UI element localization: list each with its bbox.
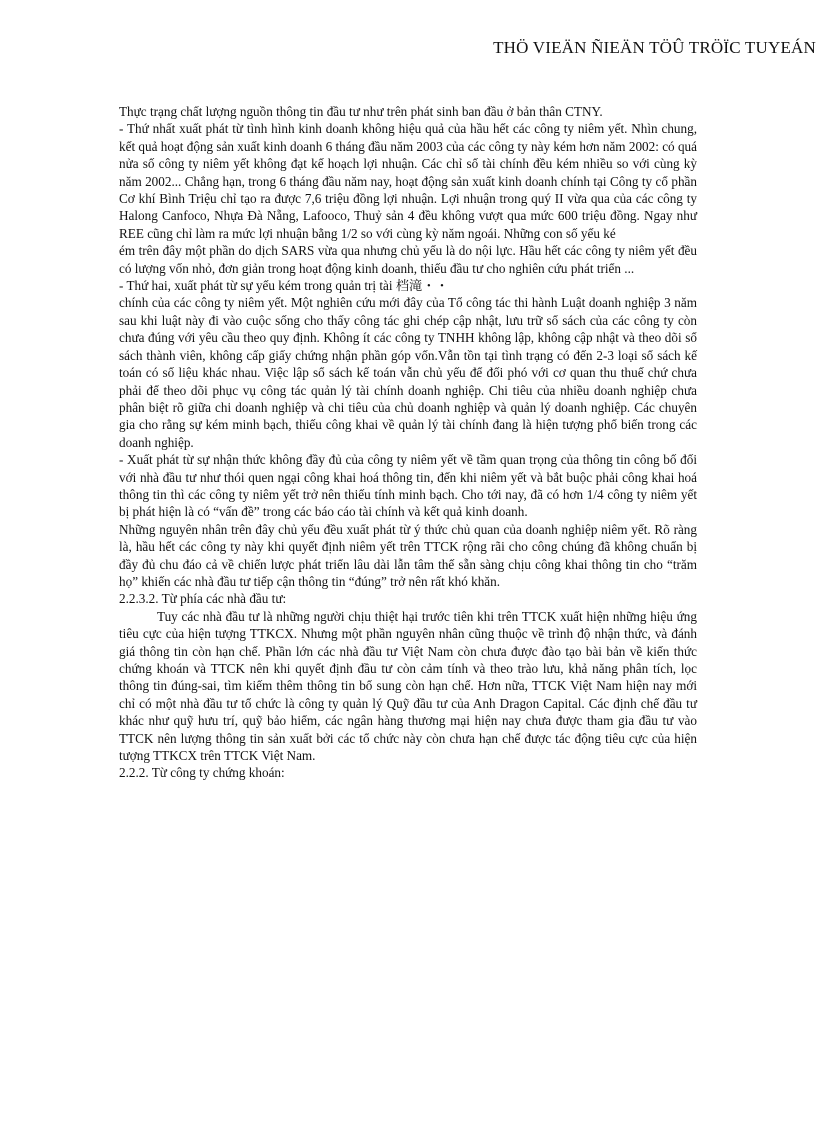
paragraph-reason-first-continued: ém trên đây một phần do dịch SARS vừa qua nhưng chủ yếu là do nội lực. Hầu hết các công ty niêm yết đều có lượng vốn nhỏ, đơn giản trong hoạt động kinh doanh, thiếu đầu tư cho nghiên cứu phát triển ... bbox=[119, 243, 697, 276]
paragraph-reason-first: - Thứ nhất xuất phát từ tình hình kinh doanh không hiệu quả của hầu hết các công ty niêm yết. Nhìn chung, kết quả hoạt động sản xuất kinh doanh 6 tháng đầu năm 2003 của các công ty này kém hơn năm 2002: có quá nửa số công ty niêm yết không đạt kế hoạch lợi nhuận. Các chỉ số tài chính đều kém nhiều so với cùng kỳ năm 2002... Chẳng hạn, trong 6 tháng đầu năm nay, hoạt động sản xuất kinh doanh chính tại Công ty cổ phần Cơ khí Bình Triệu chỉ tạo ra được 7,6 triệu đồng lợi nhuận. Lợi nhuận trong quý II vừa qua của các công ty Halong Canfoco, Nhựa Đà Nẵng, Lafooco, Thuỷ sản 4 đều không vượt qua mức 600 triệu đồng. Ngay như REE cũng chỉ làm ra mức lợi nhuận bằng 1/2 so với cùng kỳ năm ngoái. Những con số yếu ké bbox=[119, 121, 697, 241]
paragraph-summary: Những nguyên nhân trên đây chủ yếu đều xuất phát từ ý thức chủ quan của doanh nghiệp niêm yết. Rõ ràng là, hầu hết các công ty này khi quyết định niêm yết trên TTCK rộng rãi cho công chúng đã không chuẩn bị đầy đủ chu đáo cả về chiến lược phát triển lâu dài lẫn tâm thế sẵn sàng chịu công khai thông tin cho “trăm họ” khiến các nhà đầu tư tiếp cận thông tin “đúng” trở nên rất khó khăn. bbox=[119, 521, 697, 589]
section-heading-securities-companies: 2.2.2. Từ công ty chứng khoán: bbox=[119, 765, 285, 781]
paragraph-reason-second-continued: chính của các công ty niêm yết. Một nghiên cứu mới đây của Tổ công tác thi hành Luật doanh nghiệp 3 năm sau khi luật này đi vào cuộc sống cho thấy công tác ghi chép cập nhật, lưu trữ sổ sách của các công ty còn chưa đúng với yêu cầu theo quy định. Không ít các công ty TNHH không lập, không cập nhật và theo dõi sổ sách thành viên, không cấp giấy chứng nhận phần góp vốn.Vẫn tồn tại tình trạng có đến 2-3 loại sổ sách kế toán có số liệu khác nhau. Việc lập sổ sách kế toán vẫn chủ yếu để đối phó với cơ quan thu thuế chứ chưa phải để theo dõi phục vụ công tác quản lý tài chính doanh nghiệp. Chi tiêu của nhiều doanh nghiệp chưa phân biệt rõ giữa chi doanh nghiệp và chi tiêu của chủ doanh nghiệp và quản lý doanh nghiệp. Các chuyên gia cho rằng sự kém minh bạch, thiếu công khai về quản lý tài chính đang là hiện tượng phổ biến trong các doanh nghiệp. bbox=[119, 295, 697, 450]
page-header: THÖ VIEÄN ÑIEÄN TÖÛ TRÖÏC TUYEÁN bbox=[493, 38, 816, 57]
paragraph-intro: Thực trạng chất lượng nguồn thông tin đầu tư như trên phát sinh ban đầu ở bản thân CTNY. bbox=[119, 104, 603, 119]
paragraph-reason-second: - Thứ hai, xuất phát từ sự yếu kém trong quản trị tài 档滝・・ bbox=[119, 278, 449, 294]
paragraph-reason-third: - Xuất phát từ sự nhận thức không đầy đủ của công ty niêm yết về tầm quan trọng của thông tin công bố đối với nhà đầu tư như thói quen ngại công khai hoá thông tin, đến khi niêm yết và bắt buộc phải công khai hoá thông tin thì các công ty niêm yết trở nên thiếu tính minh bạch. Cho tới nay, đã có hơn 1/4 công ty niêm yết bị phát hiện là có “vấn đề” trong các báo cáo tài chính và kết quả kinh doanh. bbox=[119, 452, 697, 520]
document-body bbox=[119, 103, 697, 782]
section-heading-investors: 2.2.3.2. Từ phía các nhà đầu tư: bbox=[119, 591, 287, 607]
paragraph-investors: Tuy các nhà đầu tư là những người chịu thiệt hại trước tiên khi trên TTCK xuất hiện những hiệu ứng tiêu cực của hiện tượng TTKCX. Nhưng một phần nguyên nhân cũng thuộc về trình độ nhận thức, và đánh giá thông tin còn hạn chế. Phần lớn các nhà đầu tư Việt Nam còn chưa được đào tạo bài bản về kiến thức chứng khoán và TTCK nên khi quyết định đầu tư còn cảm tính và theo trào lưu, khả năng phân tích, lọc thông tin đúng-sai, tìm kiếm thêm thông tin bổ sung còn hạn chế. Hơn nữa, TTCK Việt Nam hiện nay mới chỉ có một nhà đầu tư tổ chức là công ty quản lý Quỹ đầu tư của Anh Dragon Capital. Các định chế đầu tư khác như quỹ hưu trí, quỹ bảo hiểm, các ngân hàng thương mại hiện nay chưa được tham gia đầu tư vào TTCK nên lượng thông tin sản xuất bởi các tổ chức này còn chưa hạn chế được tác động tiêu cực của hiện tượng TTKCX trên TTCK Việt Nam. bbox=[119, 608, 697, 764]
